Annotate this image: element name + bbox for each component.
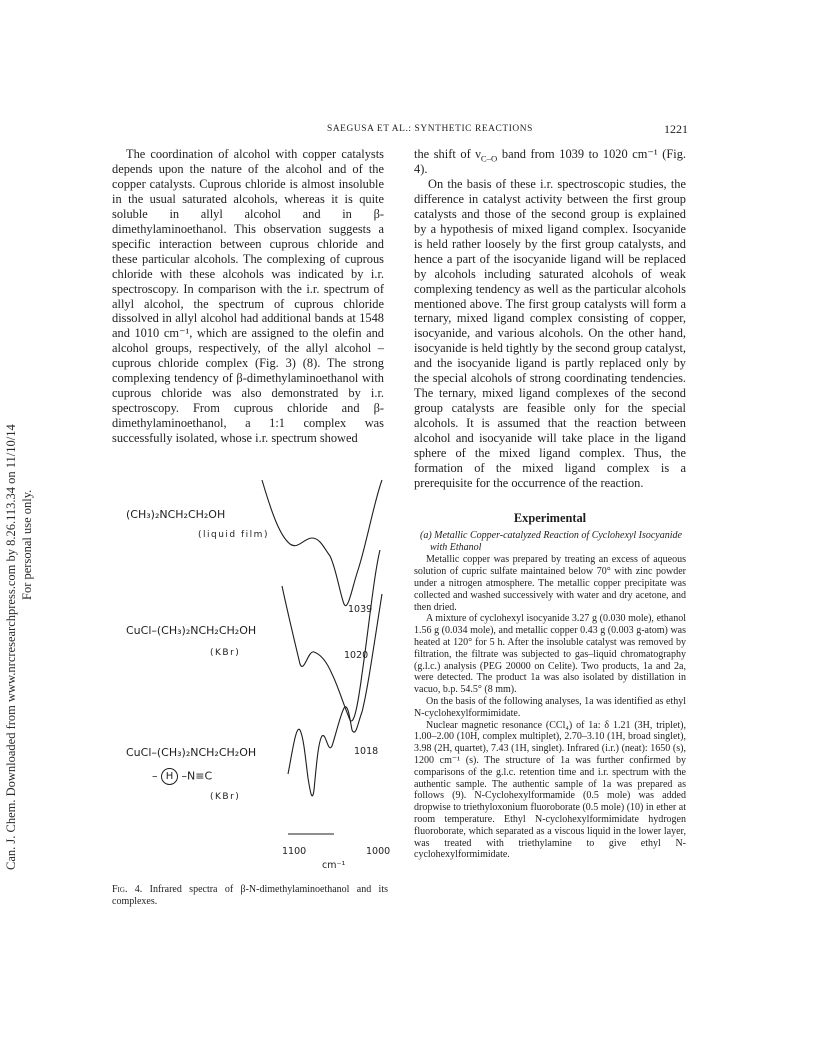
figure-caption: [112, 884, 388, 908]
running-title: SAEGUSA ET AL.: SYNTHETIC REACTIONS: [327, 124, 533, 134]
trace3-compound-label: CuCl–(CH₃)₂NCH₂CH₂OH: [126, 746, 257, 759]
trace1-medium-label: (liquid film): [198, 530, 269, 540]
trace2-medium-label: (KBr): [210, 648, 241, 658]
axis-tick-1000: 1000: [366, 846, 391, 857]
cyclohexyl-ring-icon: H: [161, 768, 178, 785]
right-column: [414, 147, 686, 861]
isocyanide-group: –N≡C: [181, 769, 213, 783]
download-notice-line2: For personal use only.: [20, 489, 34, 600]
peak-label-1039: 1039: [348, 604, 373, 615]
peak-label-1018: 1018: [354, 746, 379, 757]
section-title: Experimental: [513, 510, 587, 525]
body-paragraph: On the basis of these i.r. spectroscopic studies, the difference in catalyst activity between the first group catalysts and those of the second group is explained by a hypothesis of mixed ligand complex. Isocyanide is held rather loosely by the first group catalysts, and hence a part of the isocyanide ligand will be replaced by alcohols including saturated alcohols of weak complexing tendency as well as the particular alcohols mentioned above. The first group catalysts will form a ternary, mixed ligand complex consisting of copper, isocyanide, and various alcohols. On the other hand, isocyanide is held tightly by the second group catalyst, and the isocyanide ligand is partly replaced only by the special alcohols of strong coordinating tendencies. The ternary, mixed ligand complexes of the second group catalysts are feasible only for the special alcohols. It is assumed that the reaction between alcohol and isocyanide will take place in the ligand sphere of the mixed ligand complex. Thus, the formation of the mixed ligand complex is a prerequisite for the occurrence of the reaction.: [414, 176, 686, 490]
spectrum-trace-1: [262, 480, 382, 606]
experimental-text: [414, 554, 686, 861]
peak-label-1020: 1020: [344, 650, 369, 661]
caption-text: Infrared spectra of β-N-dimethylaminoethanol and its complexes.: [112, 884, 389, 907]
experimental-paragraph: Nuclear magnetic resonance (CCl₄) of 1a: δ 1.21 (3H, triplet), 1.00–2.00 (10H, complex multiplet), 2.70–3.10 (1H, broad singlet), 3.98 (2H, quartet), 7.43 (1H, singlet). Infrared (i.r.) (neat): 1650 (s), 1200 cm⁻¹ (s). The structure of 1a was further confirmed by comparisons of the g.l.c. retention time and i.r. spectrum with the authentic sample. The authentic sample of 1a was prepared as follows (9). N-Cyclohexylformamide (0.5 mole) was added dropwise to triethyloxonium fluoroborate (0.5 mole) (10) in ether at room temperature. Ethyl N-cyclohexylformimidate hydrogen fluoroborate, which separated as a viscous liquid in the lower layer, was treated with triethylamine to give ethyl N-cyclohexylformimidate.: [414, 719, 686, 861]
experimental-paragraph: A mixture of cyclohexyl isocyanide 3.27 g (0.030 mole), ethanol 1.56 g (0.034 mole), and metallic copper 0.43 g (0.003 g-atom) was heated at 120° for 5 h. After the insoluble catalyst was removed by filtration, the filtrate was subjected to gas–liquid chromatography (g.l.c.) analysis (PEG 20000 on Celite). Two products, 1a and 2a, were detected. The product 1a was also isolated by distillation in vacuo, b.p. 54.5° (8 mm).: [414, 613, 686, 696]
spectrum-trace-3: [288, 594, 382, 796]
axis-tick-1100: 1100: [282, 846, 307, 857]
left-column: [112, 147, 384, 446]
axis-unit: cm⁻¹: [322, 860, 346, 871]
body-paragraph: The coordination of alcohol with copper catalysts depends upon the nature of the alcohol and of the copper catalysts. Cuprous chloride is almost insoluble in the usual saturated alcohols, whereas it is quite soluble in allyl alcohol and in β-dimethylaminoethanol. This observation suggests a specific interaction between cuprous chloride and these particular alcohols. The complexing of cuprous chloride with these alcohols was indicated by i.r. spectroscopy. In comparison with the i.r. spectrum of allyl alcohol, the spectrum of cuprous chloride dissolved in allyl alcohol had additional bands at 1548 and 1010 cm⁻¹, which are assigned to the olefin and alcohol groups, respectively, of the allyl alcohol – cuprous chloride complex (Fig. 3) (8). The strong complexing tendency of β-dimethylaminoethanol with cuprous chloride was also demonstrated by i.r. spectroscopy. From cuprous chloride and β-dimethylaminoethanol, a 1:1 complex was successfully isolated, whose i.r. spectrum showed: [112, 147, 384, 446]
experimental-paragraph: On the basis of the following analyses, 1a was identified as ethyl N-cyclohexylformimidate.: [414, 696, 686, 719]
download-notice-line1: Can. J. Chem. Downloaded from www.nrcresearchpress.com by 8.26.113.34 on 11/10/14: [4, 424, 18, 870]
page-number: 1221: [664, 122, 688, 136]
trace1-compound-label: (CH₃)₂NCH₂CH₂OH: [126, 508, 226, 521]
trace2-compound-label: CuCl–(CH₃)₂NCH₂CH₂OH: [126, 624, 257, 637]
body-paragraph-continued: the shift of $\nu_{C-O}$ band from 1039 to 1020 cm⁻¹ (Fig. 4).: [414, 147, 686, 176]
experimental-paragraph: Metallic copper was prepared by treating an excess of aqueous solution of cupric sulfate maintained below 70° with zinc powder under a nitrogen atmosphere. The metallic copper precipitate was collected and washed successively with water and dry acetone, and then dried.: [414, 554, 686, 613]
caption-label: Fig. 4.: [112, 884, 143, 895]
subsection-title: (a) Metallic Copper-catalyzed Reaction of Cyclohexyl Isocyanide with Ethanol: [420, 529, 682, 553]
ligand-dash: –: [152, 769, 158, 783]
trace3-medium-label: (KBr): [210, 792, 241, 802]
trace3-ligand-label: [152, 768, 212, 785]
figure-ir-spectra: [112, 474, 392, 874]
